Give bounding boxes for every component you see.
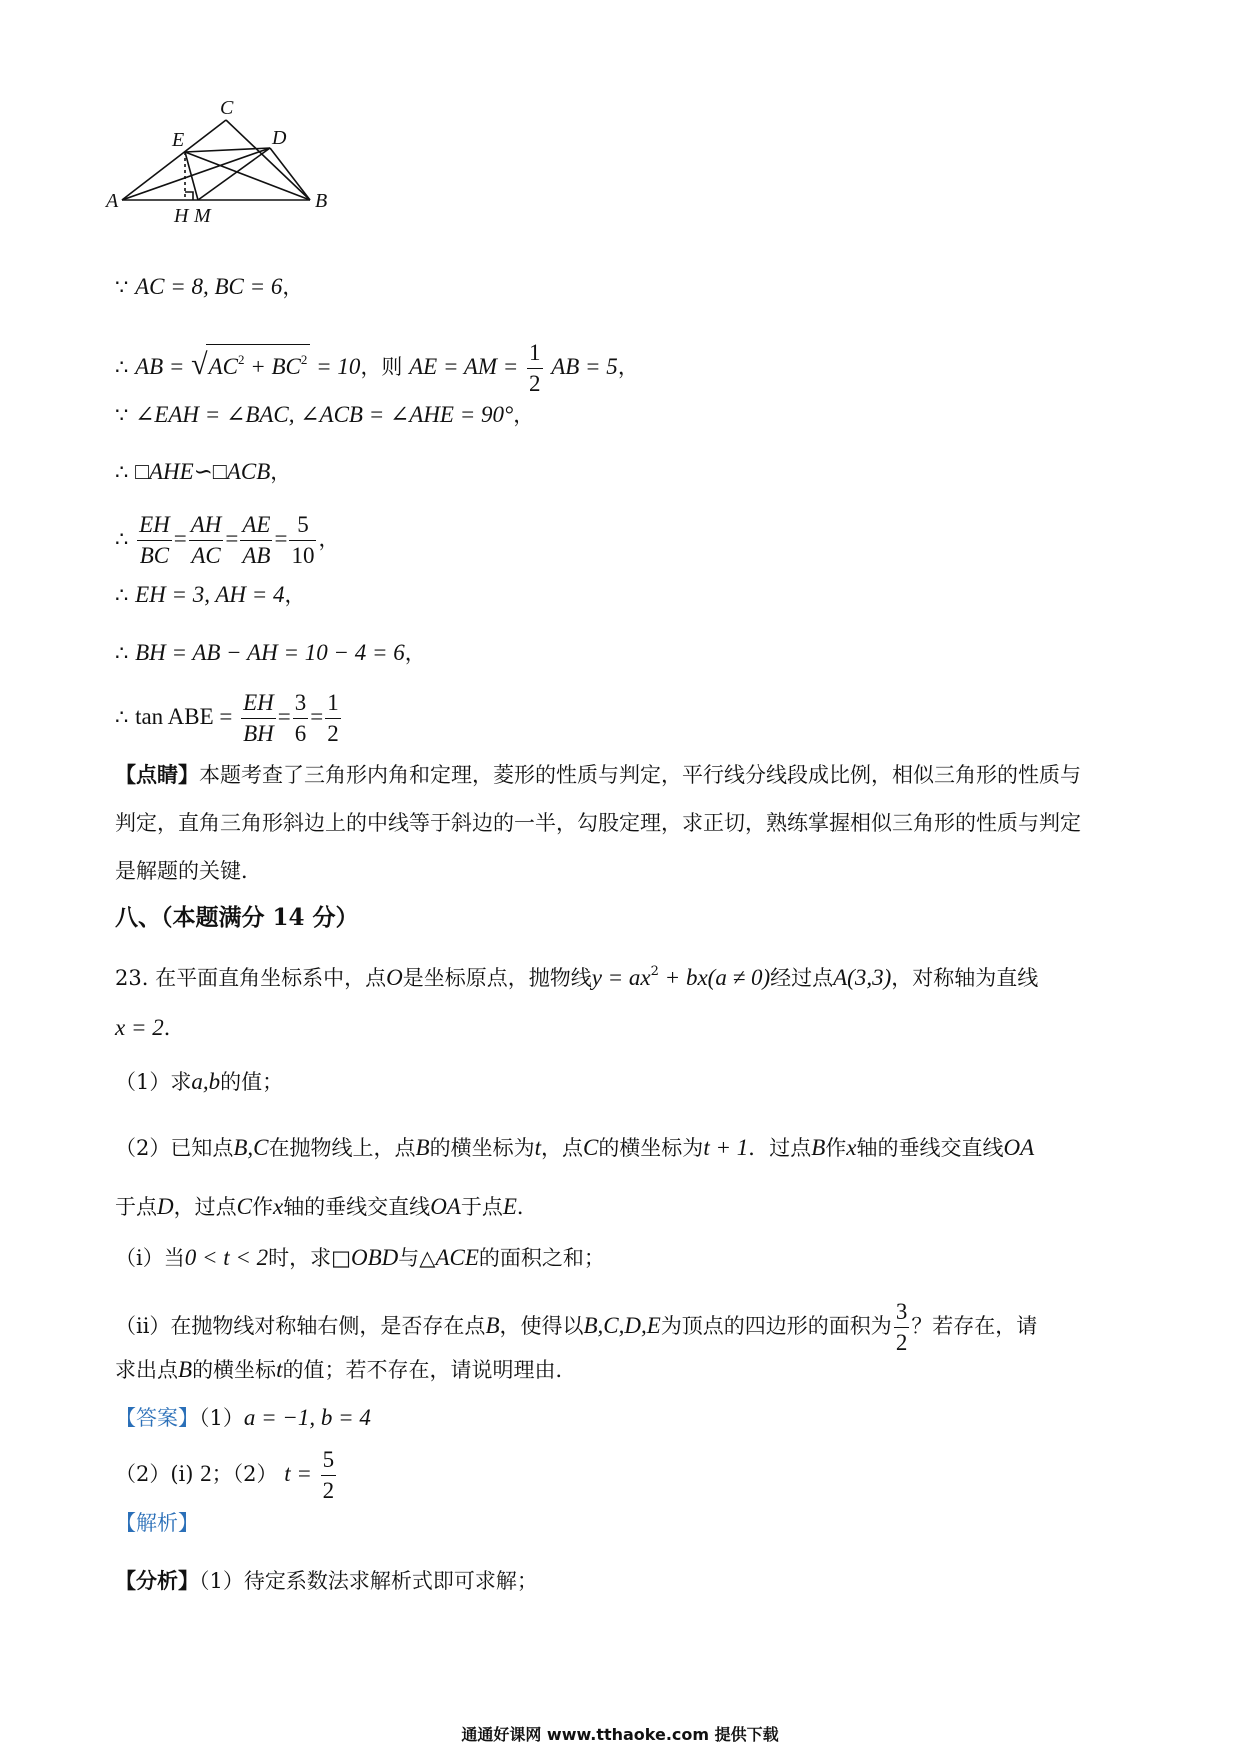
frac-den: 2 [327,721,339,746]
comment-line-1 [115,760,1081,790]
expr-t-plus-1: t + 1 [703,1135,749,1160]
problem-text: 为顶点的四边形的面积为 [660,1314,892,1338]
frac-den: 2 [322,1478,335,1503]
problem-text: ，使得以 [499,1314,584,1338]
radicand-bc: + BC [244,354,301,379]
radicand-ac: AC [208,354,238,379]
equals-sign: = [277,704,291,729]
var-t: t [534,1135,541,1160]
problem-text: 的值； [220,1070,284,1094]
comment-text-3: 是解题的关键． [115,859,262,883]
problem-text: （1）求 [115,1070,192,1094]
answer-sep: ；（2） [211,1462,278,1486]
step-4-expr: □AHE∽□ACB [135,459,271,484]
frac-den: BH [243,721,274,746]
points-bc: B,C [233,1135,269,1160]
frac-den: 10 [291,543,315,568]
frac-num: AH [189,510,224,541]
frac-num: 1 [325,688,341,719]
frac-num: 3 [894,1297,910,1328]
frac-num: 5 [289,510,316,541]
answer-part-2: （2）(i) [115,1462,194,1486]
label-b: B [315,190,328,212]
problem-text: 求出点 [115,1358,178,1382]
problem-text: （ⅱ）在抛物线对称轴右侧，是否存在点 [115,1314,486,1338]
problem-text: 的横坐标 [192,1358,277,1382]
answer-value: 2 [200,1461,212,1486]
therefore-symbol: ∴ [115,583,129,607]
problem-text: 轴的垂线交直线 [856,1136,1004,1160]
equals-sign: = [225,526,239,551]
therefore-symbol: ∴ [115,527,129,551]
frac-den: BC [139,543,170,568]
parabola-condition: (a ≠ 0) [707,965,771,990]
label-m: M [194,205,211,227]
answer-part-1: （1） [199,1406,244,1430]
point-b: B [178,1357,193,1382]
answer-line-1 [115,1403,371,1433]
step-3 [115,400,534,430]
problem-text: ？若存在，请 [911,1314,1038,1338]
fraction-5-2 [321,1445,337,1506]
answer-ab: a = −1, b = 4 [243,1405,371,1430]
equals-sign: = [173,526,187,551]
frac-num: 3 [293,688,309,719]
comment-text-1: 本题考查了三角形内角和定理，菱形的性质与判定，平行线分线段成比例，相似三角形的性质与 [199,763,1081,787]
footer: 通通好课网 www.tthaoke.com 提供下载 [461,1725,779,1744]
frac-num: 1 [527,338,543,369]
step-2 [115,338,639,399]
problem-text: ，点 [540,1136,583,1160]
problem-text: 作 [251,1195,273,1219]
t-range: 0 < t < 2 [184,1245,269,1270]
label-e: E [172,129,185,151]
step-8-lhs: tan ABE = [135,704,233,729]
problem-text: 于点 [115,1195,157,1219]
problem-text: 轴的垂线交直线 [283,1195,431,1219]
section-title: 八、（本题满分 14 分） [115,904,359,931]
label-c: C [220,97,234,119]
part-2-i [115,1243,605,1273]
fenxi-text: （1）待定系数法求解析式即可求解； [199,1569,538,1593]
frac-den: 6 [294,721,307,746]
var-t: t [276,1357,283,1382]
axis-equation: x = 2 [115,1015,164,1040]
line-oa: OA [1003,1135,1035,1160]
label-h: H [174,205,189,227]
problem-text: 的面积之和； [478,1246,605,1270]
fraction-3-6 [293,688,309,749]
frac-den: 2 [529,371,541,396]
segment-dm [198,148,270,200]
fraction-5-10 [289,510,316,571]
comment-tag: 【点睛】 [115,762,199,787]
step-2-rhs: = 10 [310,354,361,379]
step-2-expr2: AE = AM = [409,354,519,379]
problem-text: ，过点 [173,1195,237,1219]
step-4-tail: ， [270,460,292,484]
problem-text: 于点 [460,1195,503,1219]
point-c: C [236,1194,252,1219]
problem-text: 经过点 [770,966,834,990]
step-7 [115,638,426,668]
answer-tag: 【答案】 [115,1406,199,1430]
step-5 [115,510,339,571]
step-2-mid: ，则 [360,355,403,379]
fraction-ae-ab [240,510,272,571]
therefore-symbol: ∴ [115,355,129,379]
var-x: x [846,1135,857,1160]
step-3-tail: ， [513,403,535,427]
part-1 [115,1067,283,1097]
step-1-tail: ， [282,275,304,299]
frac-num: EH [137,510,172,541]
analysis-line [115,1508,199,1538]
fraction-half [527,338,543,399]
fenxi-tag: 【分析】 [115,1568,199,1593]
frac-den: AB [242,543,271,568]
frac-num: AE [240,510,272,541]
sqrt-sign: √ [191,348,208,381]
problem-text: ．过点 [748,1136,812,1160]
step-4 [115,457,291,487]
step-1-expr: AC = 8, BC = 6 [135,274,283,299]
analysis-tag: 【解析】 [115,1511,199,1535]
step-1 [115,272,303,302]
step-6-expr: EH = 3, AH = 4 [135,582,285,607]
therefore-symbol: ∴ [115,460,129,484]
step-6-tail: ， [284,583,306,607]
var-x: x [272,1194,284,1219]
point-b: B [415,1135,430,1160]
vars-ab: a,b [191,1069,221,1094]
parabola-expr: y = ax [591,965,651,990]
problem-line-2 [115,1013,185,1043]
because-symbol: ∵ [115,275,129,299]
part-2-line-1 [115,1133,1034,1163]
problem-text: ，对称轴为直线 [891,966,1039,990]
frac-num: 5 [321,1445,337,1476]
therefore-symbol: ∴ [115,641,129,665]
problem-text: 与△ [398,1246,436,1270]
segment-cb [226,120,310,200]
point-b: B [485,1313,500,1338]
comment-line-2 [115,808,1081,838]
step-2-expr3: AB = 5 [551,354,618,379]
part-2-ii-line-1 [115,1297,1037,1358]
problem-text: ． [163,1016,185,1040]
frac-den: 2 [895,1330,908,1355]
equals-sign: = [274,526,288,551]
label-d: D [272,127,287,149]
problem-text: 在抛物线上，点 [268,1136,416,1160]
problem-text: 的横坐标为 [429,1136,535,1160]
step-2-lhs: AB = [135,354,185,379]
triangle-obd: OBD [351,1245,399,1270]
fraction-3-2 [894,1297,910,1358]
point-a: A(3,3) [833,965,892,990]
step-7-expr: BH = AB − AH = 10 − 4 = 6 [135,640,405,665]
problem-line-1: 23. 在平面直角坐标系中，点O是坐标原点，抛物线$y = ax^2 + bx(a \ne 0)$经过点A(3,3)，对称轴为直线 [115,964,1039,990]
comment-text-2: 判定，直角三角形斜边上的中线等于斜边的一半，勾股定理，求正切，熟练掌握相似三角形的性质与判定 [115,811,1081,835]
step-8 [115,688,343,749]
problem-text: 的横坐标为 [598,1136,704,1160]
point-o: O [386,965,403,990]
points-bcde: B,C,D,E [583,1313,661,1338]
problem-text: （2）已知点 [115,1136,234,1160]
step-6 [115,580,306,610]
label-a: A [106,190,119,212]
point-d: D [157,1194,174,1219]
point-b: B [811,1135,826,1160]
line-oa: OA [430,1194,461,1219]
frac-num: EH [241,688,276,719]
problem-text: 时，求□ [268,1246,351,1270]
triangle-figure [106,97,350,240]
sqrt-radicand: $AC^2 + BC^2$ [206,344,311,382]
frac-den: AC [191,543,221,568]
problem-text: ． [516,1195,538,1219]
therefore-symbol: ∴ [115,705,129,729]
part-2-ii-line-2 [115,1355,576,1385]
fraction-eh-bc [137,510,172,571]
problem-text: 23. 在平面直角坐标系中，点 [115,966,387,990]
because-symbol: ∵ [115,403,129,427]
part-2-line-2 [115,1192,538,1222]
right-angle-mark [185,192,193,200]
point-e: E [502,1194,517,1219]
answer-line-2 [115,1445,338,1506]
point-c: C [582,1135,599,1160]
comment-line-3 [115,856,262,886]
problem-text: 的值；若不存在，请说明理由． [282,1358,577,1382]
answer-t: t = [284,1461,312,1486]
fraction-1-2 [325,688,341,749]
step-3-expr: ∠EAH = ∠BAC, ∠ACB = ∠AHE = 90° [135,402,514,427]
equals-sign: = [310,704,324,729]
parabola-expr-2: + bx [658,965,708,990]
fraction-ah-ac [189,510,224,571]
step-2-tail: ， [617,355,639,379]
triangle-ace: ACE [435,1245,479,1270]
problem-text: 作 [825,1136,847,1160]
problem-text: （ⅰ）当 [115,1246,185,1270]
fraction-eh-bh [241,688,276,749]
step-7-tail: ， [404,641,426,665]
step-5-tail: ， [318,527,340,551]
fenxi-line [115,1566,538,1596]
problem-text: 是坐标原点，抛物线 [402,966,592,990]
